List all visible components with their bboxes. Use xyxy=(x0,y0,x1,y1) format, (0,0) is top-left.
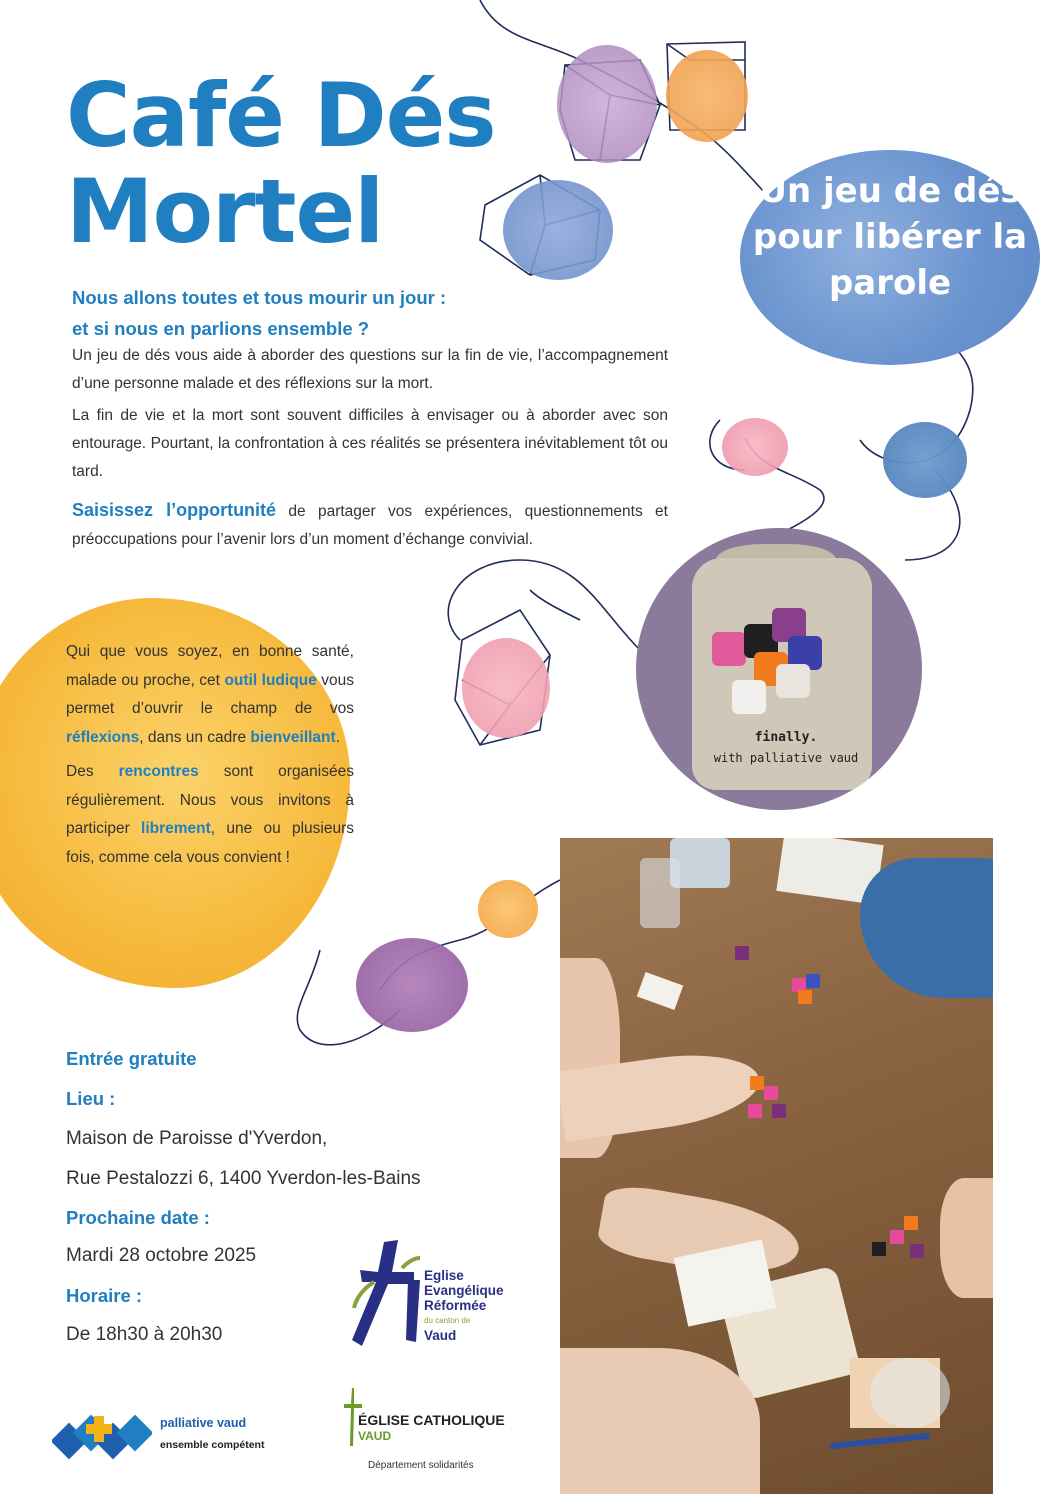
photo-die xyxy=(872,1242,886,1256)
eerv-line-3: Réformée xyxy=(424,1298,487,1313)
highlight-bienveillant: bienveillant xyxy=(250,728,336,746)
eerv-logo-text xyxy=(424,1268,564,1343)
hands-bottom-shape xyxy=(560,1348,760,1494)
glass-bottom-shape xyxy=(870,1358,950,1428)
intro-paragraph-3 xyxy=(72,496,668,554)
intro-lead xyxy=(72,282,672,344)
pen-shape xyxy=(830,1433,930,1449)
eerv-line-1: Eglise xyxy=(424,1268,464,1283)
die-white xyxy=(732,680,766,714)
eerv-line-2: Evangélique xyxy=(424,1283,504,1298)
die-pink xyxy=(712,632,746,666)
orange-dot-top xyxy=(666,50,748,142)
die-grey xyxy=(776,664,810,698)
dice-bag-photo xyxy=(636,528,922,810)
title-line-2: Mortel xyxy=(66,160,384,263)
intro-lead-line-2: et si nous en parlions ensemble ? xyxy=(72,318,370,339)
opportunity-highlight: Saisissez l’opportunité xyxy=(72,500,277,520)
photo-die xyxy=(772,1104,786,1118)
highlight-librement: librement xyxy=(141,820,211,837)
place-line-1: Maison de Paroisse d'Yverdon, xyxy=(66,1128,328,1149)
text-span: Qui que vous soyez, en bonne santé, malade ou proche, cet xyxy=(66,643,354,689)
highlight-rencontres: rencontres xyxy=(118,763,199,780)
highlight-outil-ludique: outil ludique xyxy=(224,671,317,689)
intro-paragraph-3-rest: de partager vos expériences, questionnements et préoccupations pour l’avenir lors d’un moment d’échange convivial. xyxy=(72,503,668,548)
palliative-vaud-subtitle: ensemble compétent xyxy=(160,1439,265,1451)
purple-dot-bottom xyxy=(356,938,468,1032)
photo-die xyxy=(735,946,749,960)
place-label: Lieu : xyxy=(66,1088,116,1109)
sleeve-shape xyxy=(860,858,993,998)
yellow-paragraph-1 xyxy=(66,638,354,752)
blue-dot-right xyxy=(883,422,967,498)
eerv-sub: du canton de xyxy=(424,1316,471,1325)
time-value: De 18h30 à 20h30 xyxy=(66,1324,223,1345)
intro-paragraph-1: Un jeu de dés vous aide à aborder des questions sur la fin de vie, l’accompagnement d’une personne malade et des réflexions sur la mort. xyxy=(72,347,668,392)
bag-label xyxy=(706,728,866,768)
palliative-vaud-name: palliative vaud xyxy=(160,1416,247,1430)
catholic-church-title: ÉGLISE CATHOLIQUE xyxy=(358,1412,505,1428)
photo-die xyxy=(890,1230,904,1244)
photo-die xyxy=(748,1104,762,1118)
place-line-2: Rue Pestalozzi 6, 1400 Yverdon-les-Bains xyxy=(66,1168,421,1189)
entry-label: Entrée gratuite xyxy=(66,1048,197,1069)
highlight-reflexions: réflexions xyxy=(66,728,140,746)
date-value: Mardi 28 octobre 2025 xyxy=(66,1245,257,1266)
tagline: Un jeu de dés pour libérer la parole xyxy=(752,171,1028,303)
text-span: Des xyxy=(66,763,119,780)
players-table-photo xyxy=(560,838,993,1494)
photo-die xyxy=(764,1086,778,1100)
hand-right-shape xyxy=(940,1178,993,1298)
pink-dot-right xyxy=(722,418,788,476)
text-span: vous permet d’ouvrir le champ de vos xyxy=(66,671,354,717)
bag-label-line-2: with palliative vaud xyxy=(713,751,859,765)
photo-die xyxy=(904,1216,918,1230)
date-label: Prochaine date : xyxy=(66,1207,210,1228)
intro-paragraph-2: La fin de vie et la mort sont souvent difficiles à envisager ou à aborder avec son entourage. Pourtant, la confrontation à ces réalités se présentera inévitablement tôt ou tard. xyxy=(72,407,668,480)
card-shape xyxy=(637,972,683,1010)
page-title xyxy=(66,64,586,263)
palliative-vaud-logo-mark xyxy=(52,1414,152,1466)
pink-dot-middle xyxy=(462,638,550,738)
photo-die xyxy=(750,1076,764,1090)
bag-label-line-1: finally. xyxy=(754,730,818,745)
glass-shape xyxy=(640,858,680,928)
time-label: Horaire : xyxy=(66,1285,143,1306)
title-line-1: Café Dés xyxy=(66,64,496,167)
photo-die xyxy=(910,1244,924,1258)
photo-die xyxy=(798,990,812,1004)
text-span: , dans un cadre xyxy=(139,728,251,746)
orange-dot-small xyxy=(478,880,538,938)
photo-die xyxy=(806,974,820,988)
text-span: sont organisées régulièrement. Nous vous invitons à participer xyxy=(66,763,354,837)
yellow-paragraph-2 xyxy=(66,758,354,872)
yellow-box-text xyxy=(66,638,354,878)
intro-lead-line-1: Nous allons toutes et tous mourir un jour : xyxy=(72,287,447,308)
catholic-church-department: Département solidarités xyxy=(368,1460,474,1471)
text-span: . xyxy=(335,728,340,746)
catholic-church-vaud: VAUD xyxy=(358,1429,392,1443)
text-span: , une ou plusieurs fois, comme cela vous convient ! xyxy=(66,820,354,866)
eerv-line-4: Vaud xyxy=(424,1328,457,1343)
